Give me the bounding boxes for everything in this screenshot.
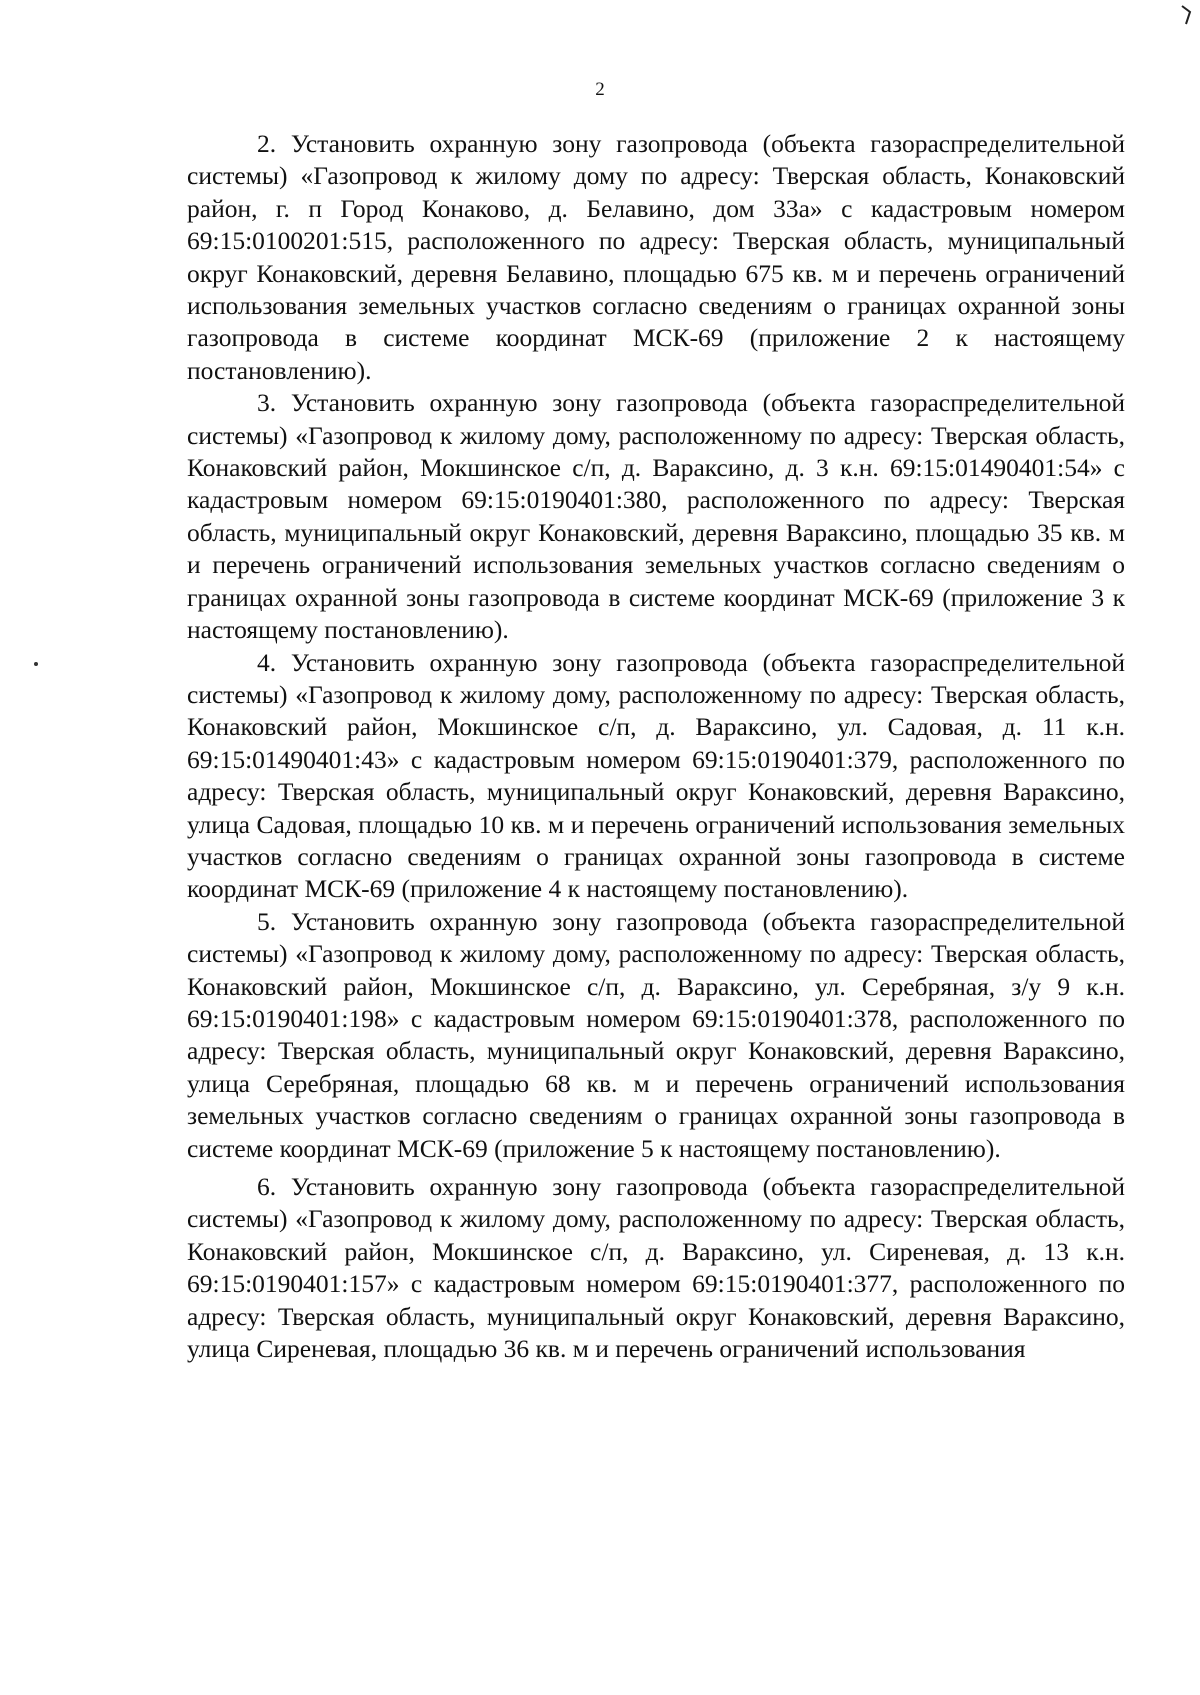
document-body (187, 128, 1125, 1365)
paragraph-text: Установить охранную зону газопровода (объекта газораспределительной системы) «Газопровод к жилому дому, расположенному по адресу: Тверская область, Конаковский район, Мокшинское с/п, д. Вараксино, ул. Серебряная, з/у 9 к.н. 69:15:0190401:198» с кадастровым номером 69:15:0190401:378, расположенного по адресу: Тверская область, муниципальный округ Конаковский, деревня Вараксино, улица Серебряная, площадью 68 кв. м и перечень ограничений использования земельных участков согласно сведениям о границах охранной зоны газопровода в системе координат МСК-69 (приложение 5 к настоящему постановлению). (187, 906, 1125, 1163)
paragraph-text: Установить охранную зону газопровода (объекта газораспределительной системы) «Газопровод к жилому дому, расположенному по адресу: Тверская область, Конаковский район, Мокшинское с/п, д. Вараксино, ул. Сиреневая, д. 13 к.н. 69:15:0190401:157» с кадастровым номером 69:15:0190401:377, расположенного по адресу: Тверская область, муниципальный округ Конаковский, деревня Вараксино, улица Сиреневая, площадью 36 кв. м и перечень ограничений использования (187, 1172, 1125, 1364)
paragraph-6 (187, 1171, 1125, 1365)
paragraph-5 (187, 906, 1125, 1165)
paragraph-number: 5. (257, 906, 277, 936)
paragraph-text: Установить охранную зону газопровода (объекта газораспределительной системы) «Газопровод к жилому дому по адресу: Тверская область, Конаковский район, г. п Город Конаково, д. Белавино, дом 33а» с кадастровым номером 69:15:0100201:515, расположенного по адресу: Тверская область, муниципальный округ Конаковский, деревня Белавино, площадью 675 кв. м и перечень ограничений использования земельных участков согласно сведениям о границах охранной зоны газопровода в системе координат МСК-69 (приложение 2 к настоящему постановлению). (187, 129, 1125, 385)
paragraph-number: 2. (257, 129, 277, 158)
paragraph-text: Установить охранную зону газопровода (объекта газораспределительной системы) «Газопровод к жилому дому, расположенному по адресу: Тверская область, Конаковский район, Мокшинское с/п, д. Вараксино, д. 3 к.н. 69:15:01490401:54» с кадастровым номером 69:15:0190401:380, расположенного по адресу: Тверская область, муниципальный округ Конаковский, деревня Вараксино, площадью 35 кв. м и перечень ограничений использования земельных участков согласно сведениям о границах охранной зоны газопровода в системе координат МСК-69 (приложение 3 к настоящему постановлению). (187, 388, 1125, 645)
scan-artifact-icon (1180, 4, 1192, 26)
paragraph-number: 3. (257, 388, 277, 418)
page-number: 2 (595, 79, 605, 100)
scan-speck (34, 662, 38, 666)
paragraph-3 (187, 387, 1125, 646)
paragraph-number: 6. (257, 1172, 277, 1201)
paragraph-text: Установить охранную зону газопровода (объекта газораспределительной системы) «Газопровод к жилому дому, расположенному по адресу: Тверская область, Конаковский район, Мокшинское с/п, д. Вараксино, ул. Садовая, д. 11 к.н. 69:15:01490401:43» с кадастровым номером 69:15:0190401:379, расположенного по адресу: Тверская область, муниципальный округ Конаковский, деревня Вараксино, улица Садовая, площадью 10 кв. м и перечень ограничений использования земельных участков согласно сведениям о границах охранной зоны газопровода в системе координат МСК-69 (приложение 4 к настоящему постановлению). (187, 647, 1125, 904)
paragraph-4 (187, 647, 1125, 906)
paragraph-number: 4. (257, 647, 277, 677)
paragraph-2 (187, 128, 1125, 387)
